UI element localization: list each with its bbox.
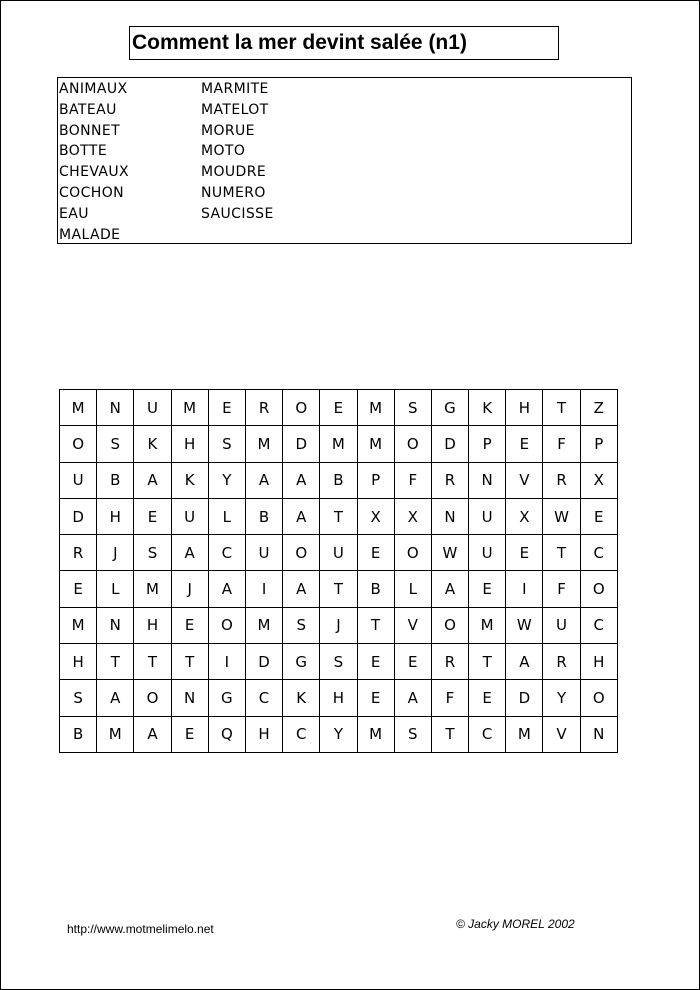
copyright-notice: © Jacky MOREL 2002 [456, 917, 575, 931]
word-list-item: BATEAU [59, 101, 117, 118]
grid-cell[interactable]: D [245, 644, 282, 680]
grid-cell[interactable]: U [469, 498, 506, 534]
grid-cell[interactable]: H [320, 680, 357, 716]
grid-cell[interactable]: U [245, 535, 282, 571]
grid-cell[interactable]: A [171, 535, 208, 571]
grid-cell[interactable]: B [60, 716, 97, 752]
grid-cell[interactable]: E [357, 644, 394, 680]
grid-cell[interactable]: O [394, 426, 431, 462]
word-list-item: MORUE [201, 122, 255, 139]
grid-cell[interactable]: N [431, 498, 468, 534]
grid-cell[interactable]: H [97, 498, 134, 534]
grid-cell[interactable]: U [60, 462, 97, 498]
grid-cell[interactable]: T [543, 535, 580, 571]
grid-cell[interactable]: H [580, 644, 617, 680]
grid-cell[interactable]: O [134, 680, 171, 716]
grid-cell[interactable]: E [171, 607, 208, 643]
grid-cell[interactable]: L [97, 571, 134, 607]
grid-cell[interactable]: I [506, 571, 543, 607]
grid-cell[interactable]: A [134, 716, 171, 752]
grid-cell[interactable]: E [134, 498, 171, 534]
grid-cell[interactable]: V [506, 462, 543, 498]
grid-cell[interactable]: S [134, 535, 171, 571]
word-list-item: MARMITE [201, 81, 269, 97]
grid-row [60, 462, 618, 498]
grid-cell[interactable]: J [97, 535, 134, 571]
word-list-item: ANIMAUX [59, 81, 128, 97]
grid-cell[interactable]: M [245, 607, 282, 643]
grid-cell[interactable]: F [431, 680, 468, 716]
grid-row [60, 607, 618, 643]
grid-cell[interactable]: K [283, 680, 320, 716]
word-list-box [57, 77, 632, 244]
grid-cell[interactable]: N [171, 680, 208, 716]
grid-cell[interactable]: C [245, 680, 282, 716]
grid-cell[interactable]: E [60, 571, 97, 607]
grid-cell[interactable]: R [543, 462, 580, 498]
grid-cell[interactable]: M [97, 716, 134, 752]
grid-cell[interactable]: M [469, 607, 506, 643]
grid-cell[interactable]: H [134, 607, 171, 643]
word-list-item: SAUCISSE [201, 205, 274, 222]
grid-cell[interactable]: K [134, 426, 171, 462]
grid-cell[interactable]: M [245, 426, 282, 462]
grid-cell[interactable]: B [320, 462, 357, 498]
grid-cell[interactable]: T [320, 498, 357, 534]
grid-cell[interactable]: M [506, 716, 543, 752]
grid-cell[interactable]: C [469, 716, 506, 752]
word-list-item: MALADE [59, 226, 121, 243]
grid-cell[interactable]: A [283, 498, 320, 534]
grid-cell[interactable]: E [394, 644, 431, 680]
grid-cell[interactable]: B [97, 462, 134, 498]
word-list-item: COCHON [59, 184, 124, 201]
grid-cell[interactable]: G [431, 390, 468, 426]
grid-cell[interactable]: E [171, 716, 208, 752]
grid-cell[interactable]: R [431, 644, 468, 680]
grid-cell[interactable]: N [97, 390, 134, 426]
grid-cell[interactable]: A [506, 644, 543, 680]
grid-cell[interactable]: R [245, 390, 282, 426]
grid-cell[interactable]: E [469, 680, 506, 716]
grid-cell[interactable]: Z [580, 390, 617, 426]
grid-cell[interactable]: Y [208, 462, 245, 498]
grid-cell[interactable]: M [357, 390, 394, 426]
grid-cell[interactable]: X [394, 498, 431, 534]
grid-cell[interactable]: O [580, 571, 617, 607]
grid-cell[interactable]: U [134, 390, 171, 426]
grid-cell[interactable]: T [97, 644, 134, 680]
grid-cell[interactable]: N [469, 462, 506, 498]
word-list-item: BONNET [59, 122, 121, 139]
grid-row [60, 571, 618, 607]
grid-cell[interactable]: A [97, 680, 134, 716]
grid-cell[interactable]: P [469, 426, 506, 462]
grid-cell[interactable]: C [580, 535, 617, 571]
grid-cell[interactable]: B [245, 498, 282, 534]
grid-cell[interactable]: H [506, 390, 543, 426]
grid-cell[interactable]: A [431, 571, 468, 607]
word-list-item: BOTTE [59, 143, 108, 160]
grid-cell[interactable]: E [208, 390, 245, 426]
grid-row [60, 535, 618, 571]
word-list-item: CHEVAUX [59, 164, 130, 181]
word-list-item: EAU [59, 205, 89, 222]
grid-row [60, 498, 618, 534]
grid-cell[interactable]: K [469, 390, 506, 426]
grid-cell[interactable]: T [320, 571, 357, 607]
grid-cell[interactable]: E [469, 571, 506, 607]
grid-cell[interactable]: D [506, 680, 543, 716]
grid-cell[interactable]: C [580, 607, 617, 643]
grid-cell[interactable]: O [394, 535, 431, 571]
grid-cell[interactable]: I [208, 644, 245, 680]
grid-row [60, 680, 618, 716]
grid-cell[interactable]: T [431, 716, 468, 752]
grid-cell[interactable]: S [283, 607, 320, 643]
grid-cell[interactable]: T [543, 390, 580, 426]
grid-cell[interactable]: R [543, 644, 580, 680]
grid-cell[interactable]: A [208, 571, 245, 607]
word-list-column-2 [201, 79, 274, 225]
grid-cell[interactable]: V [543, 716, 580, 752]
grid-cell[interactable]: U [171, 498, 208, 534]
grid-cell[interactable]: V [394, 607, 431, 643]
grid-cell[interactable]: H [171, 426, 208, 462]
grid-cell[interactable]: A [134, 462, 171, 498]
grid-cell[interactable]: U [469, 535, 506, 571]
grid-cell[interactable]: O [283, 535, 320, 571]
grid-cell[interactable]: O [60, 426, 97, 462]
grid-cell[interactable]: U [320, 535, 357, 571]
grid-cell[interactable]: X [357, 498, 394, 534]
grid-cell[interactable]: N [580, 716, 617, 752]
grid-cell[interactable]: J [320, 607, 357, 643]
grid-cell[interactable]: W [431, 535, 468, 571]
grid-cell[interactable]: O [208, 607, 245, 643]
grid-cell[interactable]: R [431, 462, 468, 498]
grid-cell[interactable]: E [506, 426, 543, 462]
grid-cell[interactable]: D [431, 426, 468, 462]
grid-cell[interactable]: E [320, 390, 357, 426]
grid-cell[interactable]: F [543, 571, 580, 607]
grid-cell[interactable]: S [208, 426, 245, 462]
grid-cell[interactable]: S [394, 390, 431, 426]
word-list-item: NUMERO [201, 184, 266, 201]
grid-cell[interactable]: M [357, 426, 394, 462]
grid-cell[interactable]: E [506, 535, 543, 571]
grid-cell[interactable]: C [208, 535, 245, 571]
grid-cell[interactable]: S [60, 680, 97, 716]
grid-cell[interactable]: O [283, 390, 320, 426]
word-list-item: MOUDRE [201, 164, 267, 181]
grid-cell[interactable]: P [357, 462, 394, 498]
grid-cell[interactable]: A [283, 571, 320, 607]
grid-cell[interactable]: H [60, 644, 97, 680]
grid-cell[interactable]: U [543, 607, 580, 643]
grid-cell[interactable]: I [245, 571, 282, 607]
grid-cell[interactable]: J [171, 571, 208, 607]
grid-cell[interactable]: G [283, 644, 320, 680]
grid-cell[interactable]: C [283, 716, 320, 752]
grid-cell[interactable]: S [394, 716, 431, 752]
grid-cell[interactable]: H [245, 716, 282, 752]
grid-cell[interactable]: W [543, 498, 580, 534]
grid-cell[interactable]: X [580, 462, 617, 498]
grid-cell[interactable]: K [171, 462, 208, 498]
word-list-item: MATELOT [201, 101, 269, 118]
grid-cell[interactable]: W [506, 607, 543, 643]
grid-cell[interactable]: O [580, 680, 617, 716]
grid-cell[interactable]: E [580, 498, 617, 534]
grid-cell[interactable]: T [134, 644, 171, 680]
grid-cell[interactable]: Q [208, 716, 245, 752]
grid-cell[interactable]: N [97, 607, 134, 643]
grid-cell[interactable]: M [171, 390, 208, 426]
grid-cell[interactable]: M [134, 571, 171, 607]
word-search-grid [59, 389, 618, 753]
grid-row [60, 716, 618, 752]
grid-cell[interactable]: L [208, 498, 245, 534]
grid-cell[interactable]: E [357, 680, 394, 716]
grid-cell[interactable]: A [283, 462, 320, 498]
grid-cell[interactable]: G [208, 680, 245, 716]
grid-cell[interactable]: T [469, 644, 506, 680]
grid-cell[interactable]: A [245, 462, 282, 498]
grid-cell[interactable]: X [506, 498, 543, 534]
grid-row [60, 426, 618, 462]
grid-cell[interactable]: F [394, 462, 431, 498]
grid-cell[interactable]: M [357, 716, 394, 752]
grid-cell[interactable]: P [580, 426, 617, 462]
grid-row [60, 390, 618, 426]
grid-cell[interactable]: S [320, 644, 357, 680]
grid-cell[interactable]: T [171, 644, 208, 680]
grid-cell[interactable]: Y [543, 680, 580, 716]
grid-cell[interactable]: R [60, 535, 97, 571]
website-url: http://www.motmelimelo.net [67, 922, 214, 936]
grid-cell[interactable]: T [357, 607, 394, 643]
grid-cell[interactable]: L [394, 571, 431, 607]
word-list-column-1 [59, 79, 129, 245]
grid-cell[interactable]: D [60, 498, 97, 534]
grid-cell[interactable]: Y [320, 716, 357, 752]
page-title: Comment la mer devint salée (n1) [129, 26, 559, 60]
grid-row [60, 644, 618, 680]
grid-cell[interactable]: S [97, 426, 134, 462]
grid-cell[interactable]: A [394, 680, 431, 716]
grid-cell[interactable]: M [60, 390, 97, 426]
grid-cell[interactable]: B [357, 571, 394, 607]
grid-cell[interactable]: E [357, 535, 394, 571]
word-list-item: MOTO [201, 143, 246, 160]
grid-cell[interactable]: D [283, 426, 320, 462]
grid-cell[interactable]: M [60, 607, 97, 643]
grid-cell[interactable]: O [431, 607, 468, 643]
grid-cell[interactable]: F [543, 426, 580, 462]
grid-cell[interactable]: M [320, 426, 357, 462]
